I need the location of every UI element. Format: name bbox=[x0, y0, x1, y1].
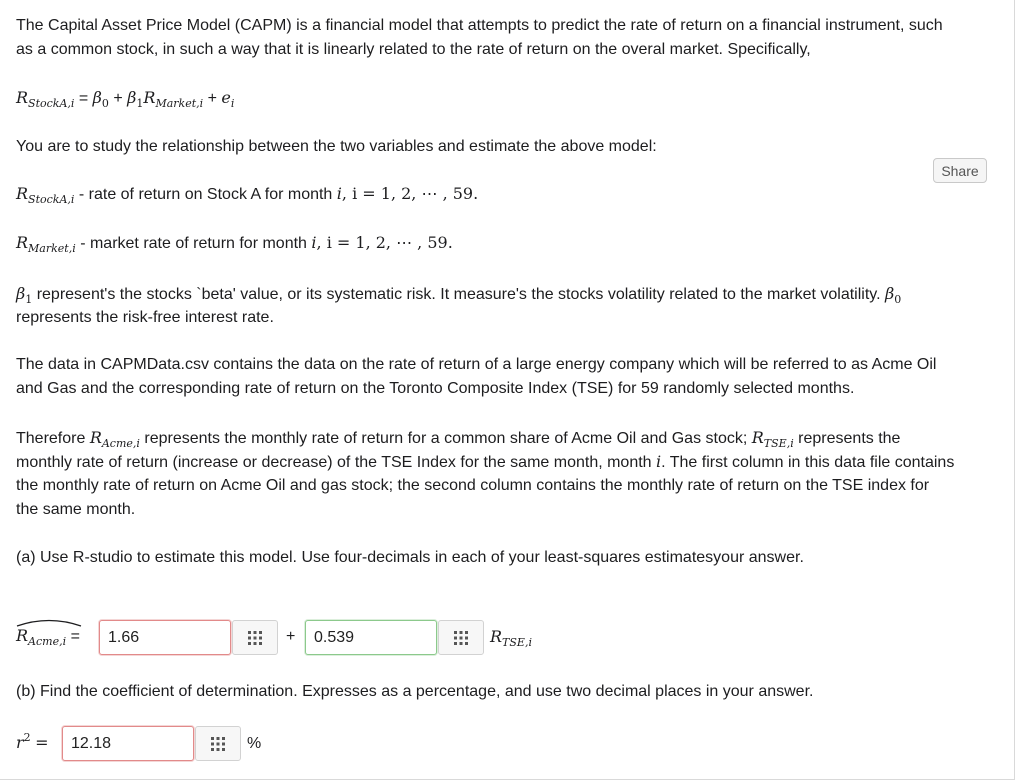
part-a-plus: + bbox=[286, 628, 296, 645]
r-squared-label bbox=[16, 733, 49, 755]
r-squared-input[interactable] bbox=[62, 726, 194, 761]
therefore-line-1 bbox=[16, 428, 900, 450]
hat-icon bbox=[16, 618, 82, 628]
therefore-line-4: the same month. bbox=[16, 501, 136, 518]
beta-line-2: represents the risk-free interest rate. bbox=[16, 309, 274, 326]
tse-R: R bbox=[751, 428, 764, 447]
therefore-line-2 bbox=[16, 452, 954, 473]
part-b-equals: = bbox=[35, 733, 49, 752]
intro-line-2: as a common stock, in such a way that it is linearly related to the rate of return on the overal market. Specifically, bbox=[16, 41, 811, 58]
eq-beta0-sub: 0 bbox=[101, 97, 109, 110]
part-a-prompt: (a) Use R-studio to estimate this model. Use four-decimals in each of your least-squares estimatesyour answer. bbox=[16, 549, 804, 566]
data-line-2: and Gas and the corresponding rate of return on the Toronto Composite Index (TSE) for 59 randomly selected months. bbox=[16, 380, 855, 397]
eq-error-sub: i bbox=[230, 97, 235, 110]
acme-sub: Acme,i bbox=[101, 437, 140, 450]
eq-stock-sub: StockA,i bbox=[28, 97, 75, 110]
eq-beta0: β bbox=[92, 88, 102, 107]
rtse-sub: TSE,i bbox=[502, 636, 532, 649]
therefore-line-3: the monthly rate of return on Acme Oil and gas stock; the second column contains the monthly rate of return on the TSE index for bbox=[16, 477, 930, 494]
therefore-pre: Therefore bbox=[16, 430, 90, 447]
data-line-1: The data in CAPMData.csv contains the data on the rate of return of a large energy company which will be referred to as Acme Oil bbox=[16, 356, 937, 373]
intro-line-1: The Capital Asset Price Model (CAPM) is a financial model that attempts to predict the rate of return on a financial instrument, such bbox=[16, 17, 943, 34]
def-stock-i: i bbox=[336, 184, 342, 203]
hat-R: R bbox=[16, 626, 29, 645]
hat-sub: Acme,i bbox=[28, 635, 67, 648]
def-stock-sub: StockA,i bbox=[28, 193, 75, 206]
acme-hat-label bbox=[16, 626, 80, 648]
eq-error: e bbox=[221, 88, 231, 107]
eq-stock-R: R bbox=[16, 88, 29, 107]
intercept-input[interactable] bbox=[99, 620, 231, 655]
eq-plus-2: + bbox=[207, 90, 217, 107]
study-line: You are to study the relationship between the two variables and estimate the above model: bbox=[16, 138, 657, 155]
percent-sign: % bbox=[247, 735, 262, 752]
r-squared-keypad-button[interactable] bbox=[195, 726, 241, 761]
beta-text: represent's the stocks `beta' value, or its systematic risk. It measure's the stocks volatility related to the market volatility. bbox=[32, 286, 885, 303]
therefore-line2-pre: monthly rate of return (increase or decrease) of the TSE Index for the same month, month bbox=[16, 454, 657, 471]
def-market-R: R bbox=[16, 233, 29, 252]
slope-input[interactable] bbox=[305, 620, 437, 655]
eq-market-R: R bbox=[143, 88, 156, 107]
eq-beta1-sub: 1 bbox=[136, 97, 144, 110]
keypad-icon bbox=[248, 631, 262, 645]
def-stock-text: - rate of return on Stock A for month bbox=[74, 186, 337, 203]
keypad-icon bbox=[454, 631, 468, 645]
beta1-sub: 1 bbox=[25, 293, 33, 306]
def-market bbox=[16, 233, 453, 255]
def-stock-R: R bbox=[16, 184, 29, 203]
intercept-keypad-button[interactable] bbox=[232, 620, 278, 655]
eq-plus-1: + bbox=[113, 90, 123, 107]
def-market-text: - market rate of return for month bbox=[75, 235, 312, 252]
def-stock-range: , i = 1, 2, ⋯ , 59. bbox=[341, 184, 479, 203]
acme-R: R bbox=[89, 428, 102, 447]
part-a-equals: = bbox=[70, 628, 80, 645]
keypad-icon bbox=[211, 737, 225, 751]
therefore-i: i bbox=[656, 452, 662, 471]
def-stock bbox=[16, 184, 478, 206]
def-market-sub: Market,i bbox=[28, 242, 76, 255]
therefore-line2-post: . The first column in this data file contains bbox=[661, 454, 955, 471]
beta1-symbol: β bbox=[16, 284, 26, 303]
def-market-i: i bbox=[311, 233, 317, 252]
beta0-symbol: β bbox=[885, 284, 895, 303]
share-button[interactable]: Share bbox=[933, 158, 987, 183]
slope-keypad-button[interactable] bbox=[438, 620, 484, 655]
eq-beta1: β bbox=[127, 88, 137, 107]
therefore-mid: represents the monthly rate of return for a common share of Acme Oil and Gas stock; bbox=[139, 430, 752, 447]
therefore-post: represents the bbox=[793, 430, 901, 447]
eq-equals: = bbox=[78, 90, 89, 107]
r-superscript: 2 bbox=[23, 731, 31, 744]
eq-market-sub: Market,i bbox=[155, 97, 204, 110]
rtse-label bbox=[490, 627, 532, 649]
model-equation bbox=[16, 88, 234, 110]
rtse-R: R bbox=[490, 627, 503, 646]
beta0-sub: 0 bbox=[894, 293, 902, 306]
beta-line-1 bbox=[16, 284, 901, 306]
part-b-prompt: (b) Find the coefficient of determination. Expresses as a percentage, and use two decimal places in your answer. bbox=[16, 683, 814, 700]
def-market-range: , i = 1, 2, ⋯ , 59. bbox=[316, 233, 453, 252]
r-symbol: r bbox=[16, 733, 24, 752]
tse-sub: TSE,i bbox=[763, 437, 794, 450]
